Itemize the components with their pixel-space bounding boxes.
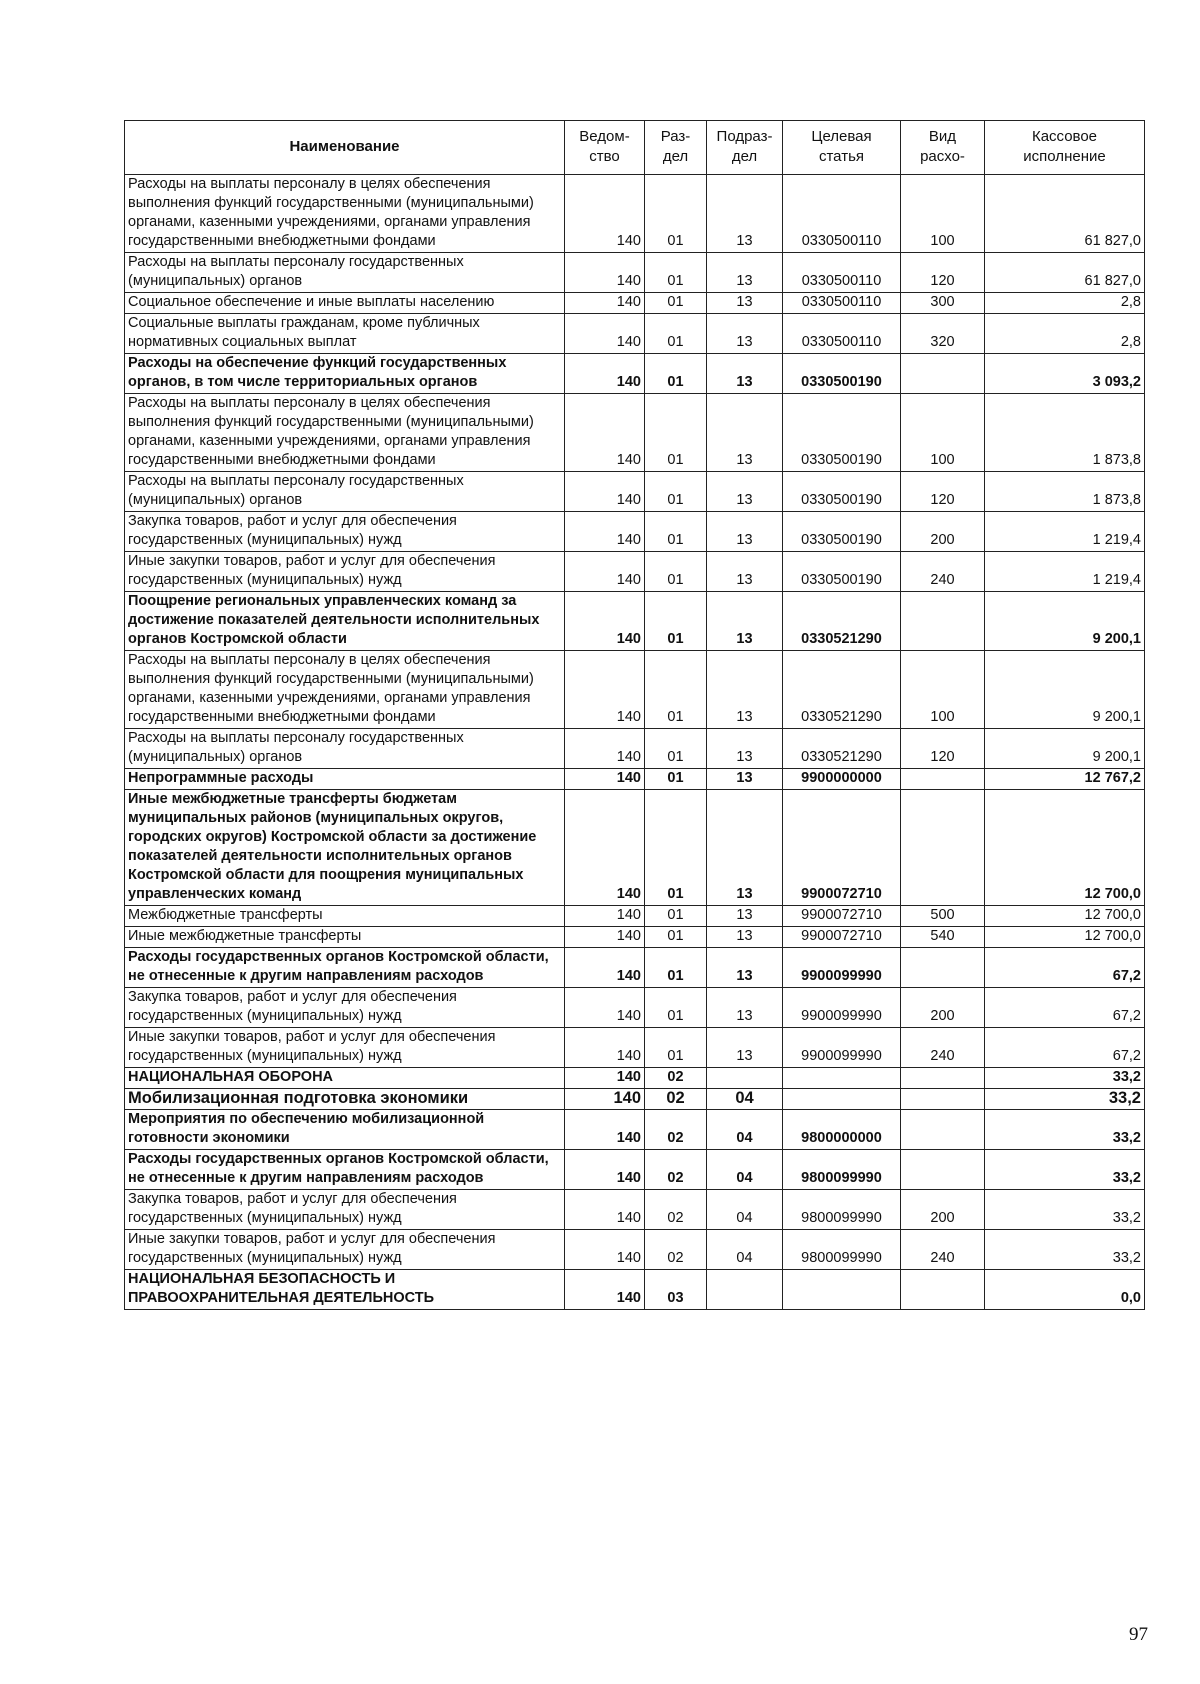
cell-dept: 140: [565, 948, 645, 988]
cell-name: Иные закупки товаров, работ и услуг для обеспечения государственных (муниципальных) нужд: [125, 1230, 565, 1270]
cell-dept: 140: [565, 314, 645, 354]
cell-subsection: 13: [707, 1028, 783, 1068]
cell-type: [901, 1110, 985, 1150]
cell-dept: 140: [565, 253, 645, 293]
cell-dept: 140: [565, 988, 645, 1028]
cell-name: Поощрение региональных управленческих команд за достижение показателей деятельности исполнительных органов Костромской области: [125, 592, 565, 651]
table-row: [125, 394, 1145, 472]
page-number: 97: [1129, 1624, 1148, 1645]
cell-section: 01: [645, 175, 707, 253]
cell-type: 200: [901, 1190, 985, 1230]
cell-exec: 61 827,0: [985, 253, 1145, 293]
cell-dept: 140: [565, 927, 645, 948]
cell-name: Расходы на выплаты персоналу государственных (муниципальных) органов: [125, 729, 565, 769]
cell-name: Иные закупки товаров, работ и услуг для обеспечения государственных (муниципальных) нужд: [125, 552, 565, 592]
table-row: [125, 552, 1145, 592]
cell-exec: 12 700,0: [985, 790, 1145, 906]
cell-section: 01: [645, 948, 707, 988]
cell-type: 500: [901, 906, 985, 927]
cell-name: НАЦИОНАЛЬНАЯ ОБОРОНА: [125, 1068, 565, 1089]
cell-section: 01: [645, 790, 707, 906]
cell-type: [901, 769, 985, 790]
cell-name: Мобилизационная подготовка экономики: [125, 1089, 565, 1110]
cell-subsection: 13: [707, 354, 783, 394]
table-row: [125, 1028, 1145, 1068]
cell-dept: 140: [565, 1270, 645, 1310]
cell-dept: 140: [565, 175, 645, 253]
table-body: [125, 175, 1145, 1310]
cell-subsection: 04: [707, 1089, 783, 1110]
cell-target: 0330521290: [783, 651, 901, 729]
cell-section: 01: [645, 729, 707, 769]
cell-name: Закупка товаров, работ и услуг для обеспечения государственных (муниципальных) нужд: [125, 1190, 565, 1230]
cell-target: 0330521290: [783, 592, 901, 651]
cell-exec: 9 200,1: [985, 592, 1145, 651]
cell-dept: 140: [565, 592, 645, 651]
cell-subsection: 13: [707, 293, 783, 314]
cell-section: 02: [645, 1230, 707, 1270]
cell-type: [901, 1270, 985, 1310]
table-row: [125, 1270, 1145, 1310]
cell-dept: 140: [565, 552, 645, 592]
cell-exec: 1 219,4: [985, 512, 1145, 552]
table-row: [125, 988, 1145, 1028]
cell-name: Расходы на выплаты персоналу государственных (муниципальных) органов: [125, 472, 565, 512]
cell-type: [901, 948, 985, 988]
table-row: [125, 927, 1145, 948]
cell-target: 9900072710: [783, 906, 901, 927]
cell-subsection: 13: [707, 651, 783, 729]
cell-section: 01: [645, 552, 707, 592]
cell-type: 200: [901, 988, 985, 1028]
table-row: [125, 1089, 1145, 1110]
cell-name: Расходы на выплаты персоналу государственных (муниципальных) органов: [125, 253, 565, 293]
cell-section: 01: [645, 927, 707, 948]
cell-type: 120: [901, 472, 985, 512]
cell-name: Межбюджетные трансферты: [125, 906, 565, 927]
cell-name: Иные межбюджетные трансферты: [125, 927, 565, 948]
cell-dept: 140: [565, 1089, 645, 1110]
cell-target: 9900072710: [783, 790, 901, 906]
header-subsection-text: Подраз- дел: [716, 128, 773, 165]
header-dept: [565, 121, 645, 175]
cell-section: 02: [645, 1068, 707, 1089]
cell-subsection: 13: [707, 394, 783, 472]
cell-type: 100: [901, 175, 985, 253]
cell-exec: 0,0: [985, 1270, 1145, 1310]
cell-section: 01: [645, 769, 707, 790]
cell-target: 9800099990: [783, 1150, 901, 1190]
cell-name: Расходы государственных органов Костромской области, не отнесенные к другим направлениям расходов: [125, 1150, 565, 1190]
cell-section: 01: [645, 394, 707, 472]
cell-name: Социальные выплаты гражданам, кроме публичных нормативных социальных выплат: [125, 314, 565, 354]
cell-type: 120: [901, 253, 985, 293]
cell-dept: 140: [565, 394, 645, 472]
cell-exec: 1 873,8: [985, 472, 1145, 512]
cell-dept: 140: [565, 472, 645, 512]
cell-exec: 33,2: [985, 1089, 1145, 1110]
cell-section: 02: [645, 1089, 707, 1110]
cell-target: 0330500190: [783, 394, 901, 472]
cell-target: 9900099990: [783, 988, 901, 1028]
cell-section: 01: [645, 512, 707, 552]
cell-type: 120: [901, 729, 985, 769]
cell-exec: 33,2: [985, 1150, 1145, 1190]
cell-target: 9900000000: [783, 769, 901, 790]
cell-dept: 140: [565, 769, 645, 790]
cell-section: 01: [645, 253, 707, 293]
header-type: [901, 121, 985, 175]
cell-exec: 9 200,1: [985, 729, 1145, 769]
cell-dept: 140: [565, 790, 645, 906]
cell-section: 03: [645, 1270, 707, 1310]
cell-exec: 67,2: [985, 948, 1145, 988]
cell-target: [783, 1089, 901, 1110]
cell-exec: 3 093,2: [985, 354, 1145, 394]
table-row: [125, 314, 1145, 354]
cell-section: 02: [645, 1190, 707, 1230]
table-row: [125, 1230, 1145, 1270]
cell-section: 02: [645, 1150, 707, 1190]
cell-type: 240: [901, 1230, 985, 1270]
cell-exec: 12 700,0: [985, 927, 1145, 948]
cell-exec: 1 873,8: [985, 394, 1145, 472]
cell-type: 540: [901, 927, 985, 948]
cell-subsection: 13: [707, 253, 783, 293]
table-row: [125, 592, 1145, 651]
cell-exec: 2,8: [985, 293, 1145, 314]
header-target: [783, 121, 901, 175]
cell-dept: 140: [565, 1150, 645, 1190]
header-name: Наименование: [125, 121, 565, 175]
cell-section: 01: [645, 472, 707, 512]
cell-type: 100: [901, 651, 985, 729]
cell-exec: 9 200,1: [985, 651, 1145, 729]
cell-exec: 61 827,0: [985, 175, 1145, 253]
cell-target: 0330500190: [783, 552, 901, 592]
cell-target: 0330500110: [783, 253, 901, 293]
cell-subsection: 13: [707, 592, 783, 651]
cell-type: [901, 1068, 985, 1089]
header-target-text: Целевая статья: [811, 128, 872, 165]
table-row: [125, 1150, 1145, 1190]
cell-name: Непрограммные расходы: [125, 769, 565, 790]
cell-target: 0330500190: [783, 512, 901, 552]
header-subsection: [707, 121, 783, 175]
header-type-text: Вид расхо-: [920, 128, 965, 165]
cell-type: 240: [901, 1028, 985, 1068]
cell-subsection: 13: [707, 769, 783, 790]
cell-name: Иные межбюджетные трансферты бюджетам муниципальных районов (муниципальных округов, городских округов) Костромской области за достижение показателей деятельности исполнительных органов Костромской области для поощрения муниципальных управленческих команд: [125, 790, 565, 906]
cell-type: [901, 1150, 985, 1190]
cell-dept: 140: [565, 293, 645, 314]
cell-dept: 140: [565, 651, 645, 729]
table-row: [125, 1190, 1145, 1230]
cell-subsection: 13: [707, 790, 783, 906]
cell-dept: 140: [565, 1110, 645, 1150]
table-row: [125, 948, 1145, 988]
cell-exec: 1 219,4: [985, 552, 1145, 592]
table-row: [125, 729, 1145, 769]
cell-dept: 140: [565, 512, 645, 552]
cell-subsection: [707, 1270, 783, 1310]
cell-target: [783, 1068, 901, 1089]
cell-subsection: 13: [707, 729, 783, 769]
table-row: [125, 651, 1145, 729]
cell-target: 0330500110: [783, 314, 901, 354]
cell-target: 0330500110: [783, 293, 901, 314]
table-row: [125, 1110, 1145, 1150]
cell-target: 9800000000: [783, 1110, 901, 1150]
table-row: [125, 293, 1145, 314]
table-row: [125, 354, 1145, 394]
cell-subsection: 13: [707, 552, 783, 592]
cell-name: НАЦИОНАЛЬНАЯ БЕЗОПАСНОСТЬ И ПРАВООХРАНИТЕЛЬНАЯ ДЕЯТЕЛЬНОСТЬ: [125, 1270, 565, 1310]
cell-type: [901, 1089, 985, 1110]
header-exec-text: Кассовое исполнение: [1023, 128, 1106, 165]
budget-execution-table: [124, 120, 1145, 1310]
cell-subsection: 13: [707, 906, 783, 927]
cell-exec: 2,8: [985, 314, 1145, 354]
cell-exec: 33,2: [985, 1190, 1145, 1230]
table-header-row: [125, 121, 1145, 175]
cell-target: 0330500190: [783, 472, 901, 512]
cell-subsection: 04: [707, 1190, 783, 1230]
cell-exec: 33,2: [985, 1110, 1145, 1150]
cell-subsection: 04: [707, 1110, 783, 1150]
header-exec: [985, 121, 1145, 175]
cell-name: Закупка товаров, работ и услуг для обеспечения государственных (муниципальных) нужд: [125, 988, 565, 1028]
cell-subsection: 04: [707, 1150, 783, 1190]
cell-target: 9800099990: [783, 1230, 901, 1270]
cell-dept: 140: [565, 1190, 645, 1230]
cell-subsection: 13: [707, 948, 783, 988]
cell-type: 200: [901, 512, 985, 552]
cell-exec: 67,2: [985, 1028, 1145, 1068]
cell-target: 0330500190: [783, 354, 901, 394]
cell-type: [901, 354, 985, 394]
cell-type: [901, 592, 985, 651]
cell-section: 01: [645, 651, 707, 729]
cell-dept: 140: [565, 1230, 645, 1270]
cell-dept: 140: [565, 1068, 645, 1089]
cell-target: 9900072710: [783, 927, 901, 948]
cell-dept: 140: [565, 906, 645, 927]
table-row: [125, 790, 1145, 906]
cell-dept: 140: [565, 354, 645, 394]
cell-target: 9900099990: [783, 1028, 901, 1068]
cell-exec: 33,2: [985, 1068, 1145, 1089]
header-section: [645, 121, 707, 175]
cell-target: 0330500110: [783, 175, 901, 253]
table-row: [125, 769, 1145, 790]
cell-section: 01: [645, 293, 707, 314]
cell-name: Мероприятия по обеспечению мобилизационной готовности экономики: [125, 1110, 565, 1150]
cell-subsection: 13: [707, 512, 783, 552]
cell-exec: 67,2: [985, 988, 1145, 1028]
cell-type: 240: [901, 552, 985, 592]
cell-subsection: [707, 1068, 783, 1089]
cell-subsection: 13: [707, 927, 783, 948]
table-row: [125, 512, 1145, 552]
cell-name: Расходы на выплаты персоналу в целях обеспечения выполнения функций государственными (муниципальными) органами, казенными учреждениями, органами управления государственными внебюджетными фондами: [125, 175, 565, 253]
cell-subsection: 13: [707, 175, 783, 253]
cell-subsection: 13: [707, 314, 783, 354]
cell-section: 02: [645, 1110, 707, 1150]
cell-subsection: 13: [707, 988, 783, 1028]
cell-section: 01: [645, 314, 707, 354]
cell-exec: 33,2: [985, 1230, 1145, 1270]
cell-section: 01: [645, 906, 707, 927]
cell-subsection: 04: [707, 1230, 783, 1270]
cell-name: Расходы на выплаты персоналу в целях обеспечения выполнения функций государственными (муниципальными) органами, казенными учреждениями, органами управления государственными внебюджетными фондами: [125, 394, 565, 472]
cell-subsection: 13: [707, 472, 783, 512]
cell-exec: 12 700,0: [985, 906, 1145, 927]
cell-target: 9800099990: [783, 1190, 901, 1230]
cell-type: 300: [901, 293, 985, 314]
cell-target: [783, 1270, 901, 1310]
cell-section: 01: [645, 354, 707, 394]
table-row: [125, 175, 1145, 253]
cell-type: 100: [901, 394, 985, 472]
cell-dept: 140: [565, 729, 645, 769]
cell-name: Иные закупки товаров, работ и услуг для обеспечения государственных (муниципальных) нужд: [125, 1028, 565, 1068]
table-row: [125, 253, 1145, 293]
header-section-text: Раз- дел: [660, 128, 691, 165]
cell-section: 01: [645, 592, 707, 651]
cell-target: 9900099990: [783, 948, 901, 988]
table-row: [125, 472, 1145, 512]
cell-dept: 140: [565, 1028, 645, 1068]
cell-type: [901, 790, 985, 906]
cell-section: 01: [645, 1028, 707, 1068]
cell-name: Закупка товаров, работ и услуг для обеспечения государственных (муниципальных) нужд: [125, 512, 565, 552]
table-row: [125, 906, 1145, 927]
cell-type: 320: [901, 314, 985, 354]
cell-name: Расходы на выплаты персоналу в целях обеспечения выполнения функций государственными (муниципальными) органами, казенными учреждениями, органами управления государственными внебюджетными фондами: [125, 651, 565, 729]
cell-name: Расходы на обеспечение функций государственных органов, в том числе территориальных органов: [125, 354, 565, 394]
cell-exec: 12 767,2: [985, 769, 1145, 790]
cell-target: 0330521290: [783, 729, 901, 769]
table-row: [125, 1068, 1145, 1089]
header-dept-text: Ведом- ство: [579, 128, 630, 165]
cell-name: Социальное обеспечение и иные выплаты населению: [125, 293, 565, 314]
cell-name: Расходы государственных органов Костромской области, не отнесенные к другим направлениям расходов: [125, 948, 565, 988]
cell-section: 01: [645, 988, 707, 1028]
